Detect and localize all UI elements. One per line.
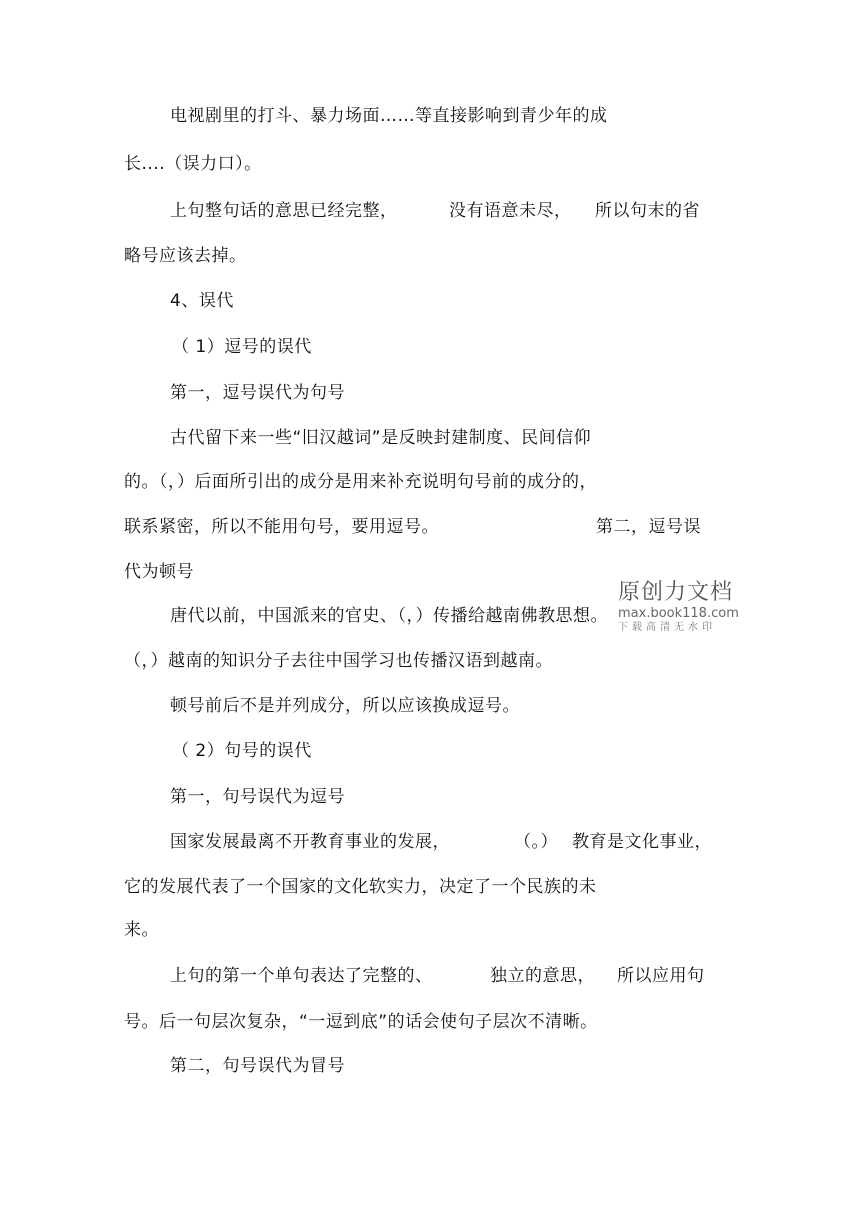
text-line: 第一，句号误代为逗号: [170, 787, 345, 807]
text-line: 古代留下来一些“旧汉越词”是反映封建制度、民间信仰: [170, 428, 592, 448]
subsection-heading: （ 2）句号的误代: [172, 741, 312, 761]
watermark-title: 原创力文档: [618, 580, 734, 605]
text-line: 第一，逗号误代为句号: [170, 383, 345, 403]
watermark-url: max.book118.com: [618, 606, 739, 621]
text-line: （，）越南的知识分子去往中国学习也传播汉语到越南。: [124, 651, 553, 671]
watermark-subtitle: 下载高清无水印: [618, 622, 716, 633]
text-segment: 独立的意思，: [490, 966, 595, 986]
text-segment: （。）: [514, 832, 558, 852]
section-heading: 4、误代: [170, 291, 234, 311]
text-segment: 所以句末的省: [595, 201, 700, 221]
text-line: 顿号前后不是并列成分，所以应该换成逗号。: [170, 696, 520, 716]
text-segment: 上句的第一个单句表达了完整的、: [170, 966, 433, 986]
text-line: 电视剧里的打斗、暴力场面……等直接影响到青少年的成: [170, 106, 608, 126]
text-line: 代为顿号: [124, 562, 194, 582]
subsection-heading: （ 1）逗号的误代: [172, 337, 312, 357]
text-line: 来。: [124, 920, 159, 940]
text-line: 的。（，）后面所引出的成分是用来补充说明句号前的成分的，: [124, 472, 597, 492]
watermark: [618, 580, 748, 634]
text-segment: 第二，逗号误: [596, 517, 701, 537]
text-segment: 上句整句话的意思已经完整，: [170, 201, 398, 221]
text-line: 略号应该去掉。: [124, 246, 247, 266]
text-line: 它的发展代表了一个国家的文化软实力，决定了一个民族的未: [124, 877, 597, 897]
text-line: 第二，句号误代为冒号: [170, 1056, 345, 1076]
text-line: 唐代以前，中国派来的官史、（，）传播给越南佛教思想。: [170, 606, 608, 626]
text-line: 号。后一句层次复杂，“一逗到底”的话会使句子层次不清晰。: [124, 1012, 598, 1032]
text-segment: 没有语意未尽，: [449, 201, 572, 221]
text-segment: 教育是文化事业，: [572, 832, 712, 852]
text-segment: 国家发展最离不开教育事业的发展，: [170, 832, 450, 852]
text-line: 长....（误力口）。: [124, 154, 262, 174]
text-segment: 所以应用句: [617, 966, 705, 986]
text-segment: 联系紧密，所以不能用句号，要用逗号。: [124, 517, 439, 537]
